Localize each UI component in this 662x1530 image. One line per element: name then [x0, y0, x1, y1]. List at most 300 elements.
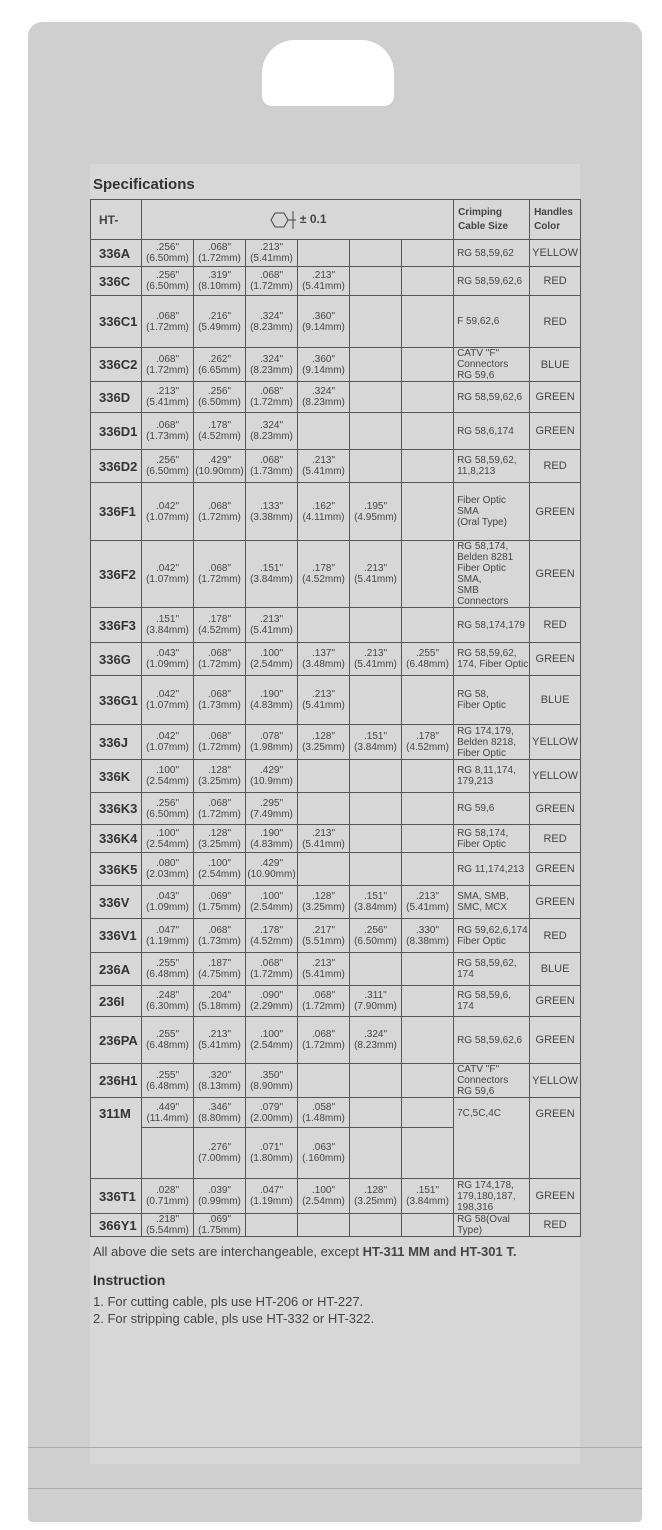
dimension-inch: .090": [259, 990, 283, 1001]
dimension-mm: (2.54mm): [250, 659, 293, 670]
dimension-cell: [246, 643, 298, 676]
dimension-cell: [350, 643, 402, 676]
dimension-cell: [402, 676, 454, 725]
dimension-inch: .213": [311, 455, 335, 466]
dimension-cell: [142, 296, 194, 348]
table-row: [91, 608, 581, 643]
cable-size-cell: RG 58, Fiber Optic: [454, 676, 530, 725]
cable-size-cell: RG 58,174,179: [454, 608, 530, 643]
dimension-inch: .213": [311, 689, 335, 700]
dimension-inch: .080": [155, 858, 179, 869]
handle-color-cell: BLUE: [530, 953, 581, 986]
dimension-inch: .068": [207, 797, 231, 809]
handle-color-cell: YELLOW: [530, 240, 581, 267]
model-cell: 336G1: [91, 676, 142, 725]
dimension-cell: [298, 676, 350, 725]
dimension-inch: .213": [363, 563, 387, 574]
dimension-cell: [246, 240, 298, 267]
dimension-inch: .256": [363, 924, 387, 936]
dimension-cell: [246, 1214, 298, 1237]
dimension-cell: [402, 793, 454, 825]
dimension-inch: .346": [207, 1101, 231, 1113]
dimension-inch: .068": [259, 270, 283, 281]
dimension-cell: [194, 240, 246, 267]
dimension-mm: (10.9mm): [250, 776, 293, 787]
cable-size-cell: RG 58,174, Fiber Optic: [454, 825, 530, 853]
dimension-cell: [402, 953, 454, 986]
dimension-inch: .069": [207, 891, 231, 902]
dimension-cell: [142, 825, 194, 853]
dimension-inch: .100": [259, 648, 283, 659]
cable-size-cell: RG 8,11,174, 179,213: [454, 760, 530, 793]
dimension-mm: (8.13mm): [198, 1080, 241, 1092]
dimension-inch: .213": [155, 386, 179, 397]
dimension-cell: [246, 1017, 298, 1064]
table-row: [91, 348, 581, 382]
dimension-inch: .256": [155, 797, 179, 809]
dimension-cell: [350, 825, 402, 853]
dimension-mm: (3.38mm): [250, 511, 293, 523]
dimension-mm: (5.41mm): [406, 902, 449, 913]
dimension-cell: [402, 825, 454, 853]
dimension-inch: .162": [311, 500, 335, 512]
model-cell: 336F1: [91, 483, 142, 541]
dimension-inch: .178": [259, 924, 283, 936]
dimension-cell: [350, 725, 402, 760]
dimension-mm: (2.54mm): [198, 869, 241, 880]
dimension-inch: .069": [207, 1214, 231, 1225]
dimension-cell: [142, 1017, 194, 1064]
cable-size-cell: RG 58,59,62: [454, 240, 530, 267]
dimension-cell: [298, 541, 350, 608]
dimension-mm: (5.41mm): [354, 659, 397, 670]
handles-header: Handles Color: [530, 200, 581, 240]
dimension-inch: .068": [311, 990, 335, 1001]
dimension-mm: (3.25mm): [198, 838, 241, 850]
dimension-cell: [298, 886, 350, 919]
dimension-cell: [298, 643, 350, 676]
dimension-cell: [194, 825, 246, 853]
cable-size-cell: RG 58,6,174: [454, 413, 530, 450]
cable-size-cell: RG 58,59,62, 174, Fiber Optic: [454, 643, 530, 676]
dimension-inch: .324": [259, 353, 283, 365]
dimension-inch: .068": [259, 958, 283, 969]
dimension-inch: .255": [155, 1029, 179, 1040]
dimension-cell: [402, 348, 454, 382]
dimension-mm: (3.84mm): [354, 902, 397, 913]
dimension-cell: [142, 1214, 194, 1237]
dimension-inch: .068": [207, 924, 231, 936]
dimension-cell: [298, 413, 350, 450]
dimension-mm: (3.84mm): [406, 1196, 449, 1207]
dimension-mm: (10.90mm): [247, 869, 296, 880]
dimension-inch: .256": [155, 242, 179, 253]
instruction-item-2: 2. For stripping cable, pls use HT-332 or HT-322.: [93, 1311, 375, 1326]
dimension-inch: .248": [155, 990, 179, 1001]
dimension-inch: .330": [416, 924, 440, 936]
dimension-cell: [350, 413, 402, 450]
dimension-mm: (1.72mm): [198, 808, 241, 820]
cable-size-cell: RG 11,174,213: [454, 853, 530, 886]
dimension-cell: [298, 1017, 350, 1064]
dimension-cell: [402, 986, 454, 1017]
dimension-cell: [142, 725, 194, 760]
table-row: [91, 1098, 581, 1128]
handle-color-cell: BLUE: [530, 348, 581, 382]
dimension-cell: [194, 450, 246, 483]
handle-color-cell: GREEN: [530, 793, 581, 825]
dimension-cell: [298, 450, 350, 483]
dimension-cell: [142, 382, 194, 413]
table-row: [91, 267, 581, 296]
dimension-mm: (1.72mm): [250, 281, 293, 292]
dimension-inch: .068": [207, 689, 231, 700]
dimension-inch: .256": [207, 386, 231, 397]
dimension-inch: .187": [207, 958, 231, 969]
tolerance-header: [142, 200, 454, 240]
dimension-inch: .128": [363, 1185, 387, 1196]
model-cell: 336C2: [91, 348, 142, 382]
dimension-inch: .043": [155, 648, 179, 659]
dimension-mm: (7.90mm): [354, 1001, 397, 1012]
dimension-inch: .151": [259, 563, 283, 574]
dimension-inch: .068": [259, 386, 283, 397]
table-row: [91, 296, 581, 348]
dimension-cell: [402, 1017, 454, 1064]
dimension-inch: .213": [311, 270, 335, 281]
table-row: [91, 643, 581, 676]
dimension-inch: .178": [207, 614, 231, 625]
instruction-item-1: 1. For cutting cable, pls use HT-206 or HT-227.: [93, 1294, 364, 1309]
dimension-inch: .028": [155, 1185, 179, 1196]
dimension-mm: (5.41mm): [302, 281, 345, 292]
dimension-mm: (6.30mm): [146, 1001, 189, 1012]
dimension-inch: .100": [259, 1029, 283, 1040]
cable-size-cell: RG 58,59,62, 11,8,213: [454, 450, 530, 483]
dimension-mm: (1.72mm): [146, 364, 189, 376]
instruction-title: Instruction: [93, 1272, 166, 1288]
dimension-inch: .058": [311, 1101, 335, 1113]
dimension-cell: [298, 1214, 350, 1237]
dimension-cell: [402, 886, 454, 919]
spec-table: [90, 199, 581, 1237]
dimension-cell: [194, 267, 246, 296]
model-cell: 336D2: [91, 450, 142, 483]
dimension-cell: [402, 296, 454, 348]
dimension-cell: [246, 348, 298, 382]
dimension-inch: .128": [311, 731, 335, 742]
handle-color-cell: GREEN: [530, 853, 581, 886]
tolerance-label: ± 0.1: [299, 211, 327, 226]
dimension-cell: [246, 825, 298, 853]
dimension-inch: .256": [155, 455, 179, 466]
dimension-cell: [194, 1128, 246, 1179]
dimension-mm: (6.65mm): [198, 364, 241, 376]
dimension-cell: [246, 676, 298, 725]
handle-color-cell: RED: [530, 1214, 581, 1237]
dimension-inch: .100": [311, 1185, 335, 1196]
dimension-inch: .043": [155, 891, 179, 902]
dimension-mm: (8.23mm): [302, 397, 345, 408]
dimension-cell: [298, 825, 350, 853]
dimension-cell: [246, 1098, 298, 1128]
dimension-inch: .133": [259, 500, 283, 512]
dimension-cell: [350, 1179, 402, 1214]
dimension-cell: [298, 240, 350, 267]
dimension-inch: .319": [207, 270, 231, 281]
dimension-cell: [194, 793, 246, 825]
model-cell: 336K3: [91, 793, 142, 825]
dimension-mm: (4.52mm): [250, 935, 293, 947]
dimension-inch: .429": [259, 858, 283, 869]
dimension-cell: [246, 853, 298, 886]
dimension-mm: (5.41mm): [302, 466, 345, 477]
dimension-cell: [142, 793, 194, 825]
dimension-inch: .042": [155, 500, 179, 512]
dimension-mm: (4.95mm): [354, 511, 397, 523]
handle-color-cell: RED: [530, 450, 581, 483]
dimension-mm: (5.41mm): [354, 574, 397, 585]
dimension-inch: .195": [363, 500, 387, 512]
dimension-inch: .068": [259, 455, 283, 466]
dimension-cell: [194, 1064, 246, 1098]
dimension-cell: [350, 953, 402, 986]
dimension-cell: [402, 919, 454, 953]
dimension-cell: [350, 608, 402, 643]
dimension-inch: .213": [311, 827, 335, 839]
dimension-mm: (8.10mm): [198, 281, 241, 292]
dimension-cell: [402, 725, 454, 760]
dimension-mm: (1.73mm): [198, 700, 241, 711]
dimension-mm: (3.25mm): [198, 776, 241, 787]
dimension-mm: (1.72mm): [302, 1040, 345, 1051]
dimension-cell: [298, 1064, 350, 1098]
dimension-inch: .449": [155, 1101, 179, 1113]
dimension-cell: [298, 296, 350, 348]
model-cell: 336T1: [91, 1179, 142, 1214]
dimension-inch: .350": [259, 1069, 283, 1081]
dimension-cell: [246, 986, 298, 1017]
dimension-mm: (2.54mm): [146, 776, 189, 787]
dimension-inch: .128": [311, 891, 335, 902]
dimension-inch: .213": [207, 1029, 231, 1040]
dimension-cell: [350, 986, 402, 1017]
dimension-mm: (3.25mm): [302, 902, 345, 913]
section-title: Specifications: [93, 176, 195, 193]
dimension-cell: [142, 413, 194, 450]
hex-die-icon: [269, 210, 297, 230]
table-row: [91, 725, 581, 760]
dimension-mm: (3.48mm): [302, 659, 345, 670]
dimension-inch: .063": [311, 1142, 335, 1153]
dimension-inch: .100": [207, 858, 231, 869]
dimension-inch: .217": [311, 924, 335, 936]
dimension-inch: .213": [311, 958, 335, 969]
dimension-cell: [246, 886, 298, 919]
dimension-mm: (4.83mm): [250, 838, 293, 850]
table-row: [91, 1017, 581, 1064]
dimension-mm: (1.72mm): [198, 742, 241, 753]
dimension-cell: [246, 793, 298, 825]
dimension-cell: [142, 608, 194, 643]
handle-color-cell: GREEN: [530, 382, 581, 413]
dimension-cell: [350, 1098, 402, 1128]
dimension-cell: [246, 1179, 298, 1214]
dimension-inch: .100": [259, 891, 283, 902]
dimension-cell: [402, 240, 454, 267]
model-cell: 236H1: [91, 1064, 142, 1098]
dimension-cell: [350, 267, 402, 296]
dimension-cell: [142, 886, 194, 919]
dimension-cell: [298, 348, 350, 382]
table-row: [91, 1064, 581, 1098]
dimension-cell: [350, 382, 402, 413]
dimension-cell: [142, 643, 194, 676]
handle-color-cell: RED: [530, 267, 581, 296]
dimension-inch: .068": [155, 353, 179, 365]
dimension-cell: [194, 853, 246, 886]
dimension-cell: [402, 483, 454, 541]
dimension-mm: (3.25mm): [302, 742, 345, 753]
dimension-mm: (3.84mm): [146, 625, 189, 636]
dimension-cell: [298, 853, 350, 886]
dimension-mm: (3.25mm): [354, 1196, 397, 1207]
dimension-cell: [194, 296, 246, 348]
table-row: [91, 240, 581, 267]
dimension-inch: .068": [155, 310, 179, 322]
dimension-mm: (5.41mm): [302, 700, 345, 711]
dimension-cell: [350, 919, 402, 953]
dimension-inch: .178": [207, 420, 231, 431]
dimension-mm: (1.98mm): [250, 742, 293, 753]
cable-size-cell: F 59,62,6: [454, 296, 530, 348]
dimension-inch: .190": [259, 827, 283, 839]
dimension-mm: (11.4mm): [146, 1112, 189, 1124]
dimension-inch: .311": [364, 990, 387, 1001]
dimension-mm: (5.41mm): [198, 1040, 241, 1051]
dimension-mm: (8.23mm): [354, 1040, 397, 1051]
dimension-cell: [350, 1017, 402, 1064]
dimension-cell: [402, 413, 454, 450]
handle-color-cell: GREEN: [530, 413, 581, 450]
dimension-cell: [142, 853, 194, 886]
dimension-cell: [194, 953, 246, 986]
dimension-cell: [350, 760, 402, 793]
dimension-inch: .151": [155, 614, 179, 625]
dimension-cell: [246, 450, 298, 483]
dimension-inch: .047": [259, 1185, 283, 1196]
dimension-cell: [142, 760, 194, 793]
cable-size-cell: RG 59,6: [454, 793, 530, 825]
dimension-mm: (4.52mm): [198, 431, 241, 442]
dimension-mm: (5.54mm): [146, 1225, 189, 1236]
dimension-cell: [350, 1064, 402, 1098]
dimension-mm: (4.83mm): [250, 700, 293, 711]
dimension-mm: (5.41mm): [250, 625, 293, 636]
handle-color-cell: YELLOW: [530, 760, 581, 793]
dimension-inch: .216": [207, 310, 231, 322]
dimension-mm: (5.41mm): [250, 253, 293, 264]
dimension-cell: [350, 296, 402, 348]
dimension-cell: [402, 608, 454, 643]
dimension-cell: [246, 267, 298, 296]
hang-hole: [262, 40, 394, 106]
dimension-mm: (6.50mm): [146, 253, 189, 264]
cable-size-cell: RG 58,59,62,6: [454, 382, 530, 413]
dimension-mm: (1.72mm): [146, 321, 189, 333]
dimension-mm: (4.11mm): [302, 511, 345, 523]
dimension-mm: (10.90mm): [195, 466, 244, 477]
dimension-inch: .324": [363, 1029, 387, 1040]
dimension-cell: [298, 1128, 350, 1179]
handle-color-cell: GREEN: [530, 541, 581, 608]
table-row: [91, 676, 581, 725]
dimension-cell: [142, 1128, 194, 1179]
model-cell: 336J: [91, 725, 142, 760]
dimension-cell: [142, 483, 194, 541]
model-cell: 236PA: [91, 1017, 142, 1064]
dimension-inch: .213": [416, 891, 440, 902]
dimension-mm: (1.07mm): [146, 574, 189, 585]
dimension-cell: [402, 760, 454, 793]
dimension-inch: .255": [416, 648, 440, 659]
table-row: [91, 382, 581, 413]
dimension-cell: [246, 953, 298, 986]
model-cell: 336F2: [91, 541, 142, 608]
dimension-mm: (0.71mm): [146, 1196, 189, 1207]
dimension-cell: [402, 450, 454, 483]
cable-size-cell: RG 58,59,62,6: [454, 1017, 530, 1064]
dimension-mm: (2.54mm): [146, 838, 189, 850]
cable-size-cell: RG 58,59,62,6: [454, 267, 530, 296]
table-row: [91, 953, 581, 986]
dimension-inch: .360": [311, 310, 335, 322]
dimension-mm: (2.54mm): [250, 902, 293, 913]
table-row: [91, 541, 581, 608]
dimension-mm: (3.84mm): [250, 574, 293, 585]
dimension-cell: [142, 1064, 194, 1098]
handle-color-cell: GREEN: [530, 886, 581, 919]
model-cell: 336C: [91, 267, 142, 296]
dimension-mm: (8.90mm): [250, 1080, 293, 1092]
dimension-cell: [142, 541, 194, 608]
dimension-cell: [298, 986, 350, 1017]
dimension-cell: [402, 1128, 454, 1179]
dimension-inch: .042": [155, 689, 179, 700]
dimension-cell: [402, 1214, 454, 1237]
dimension-cell: [194, 483, 246, 541]
dimension-inch: .360": [311, 353, 335, 365]
dimension-mm: (4.75mm): [198, 969, 241, 980]
dimension-mm: (6.50mm): [146, 466, 189, 477]
table-row: [91, 450, 581, 483]
dimension-inch: .128": [207, 765, 231, 776]
dimension-cell: [194, 643, 246, 676]
dimension-mm: (1.09mm): [146, 659, 189, 670]
dimension-inch: .429": [207, 455, 231, 466]
dimension-cell: [142, 1098, 194, 1128]
model-cell: 336G: [91, 643, 142, 676]
dimension-cell: [194, 676, 246, 725]
dimension-inch: .255": [155, 958, 179, 969]
dimension-mm: (1.72mm): [250, 397, 293, 408]
dimension-cell: [298, 725, 350, 760]
dimension-mm: (4.52mm): [198, 625, 241, 636]
dimension-cell: [194, 413, 246, 450]
dimension-inch: .100": [155, 765, 179, 776]
dimension-mm: (9.14mm): [302, 321, 345, 333]
dimension-mm: (1.07mm): [146, 700, 189, 711]
